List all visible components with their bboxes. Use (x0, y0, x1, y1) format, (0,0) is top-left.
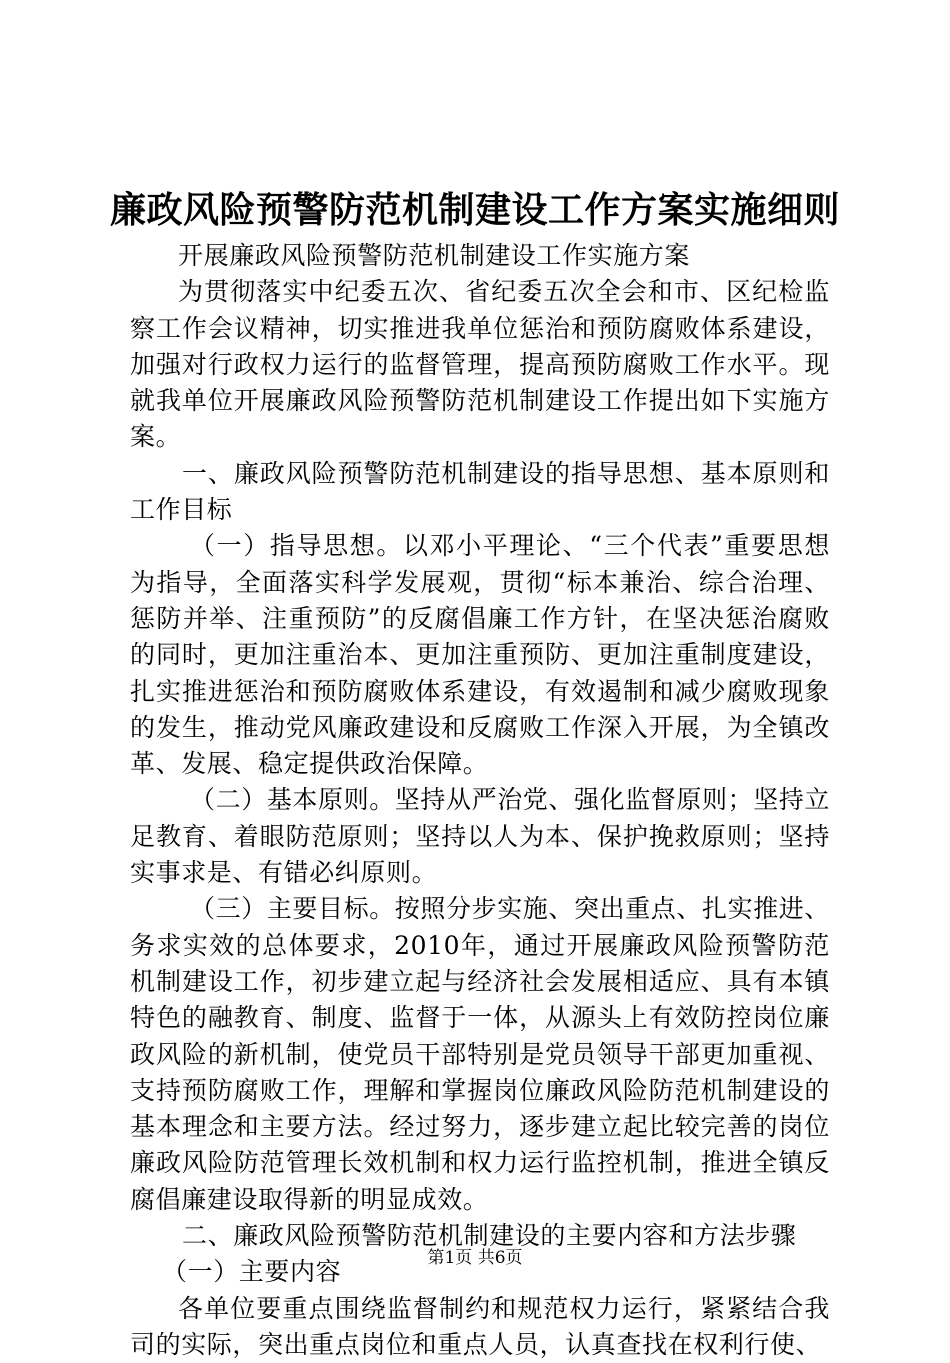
paragraph-guiding-ideology: （一）指导思想。以邓小平理论、“三个代表”重要思想为指导，全面落实科学发展观，贯彻“标本兼治、综合治理、惩防并举、注重预防”的反腐倡廉工作方针，在坚决惩治腐败的同时，更加注重治本、更加注重预防、更加注重制度建设，扎实推进惩治和预防腐败体系建设，有效遏制和减少腐败现象的发生，推动党风廉政建设和反腐败工作深入开展，为全镇改革、发展、稳定提供政治保障。 (130, 531, 830, 779)
document-body (130, 238, 830, 1363)
document-title: 廉政风险预警防范机制建设工作方案实施细则 (109, 189, 840, 231)
paragraph-section-1-heading: 一、廉政风险预警防范机制建设的指导思想、基本原则和工作目标 (130, 458, 830, 525)
paragraph-main-goals: （三）主要目标。按照分步实施、突出重点、扎实推进、务求实效的总体要求，2010年，通过开展廉政风险预警防范机制建设工作，初步建立起与经济社会发展相适应、具有本镇特色的融教育、制度、监督于一体，从源头上有效防控岗位廉政风险的新机制，使党员干部特别是党员领导干部更加重视、支持预防腐败工作，理解和掌握岗位廉政风险防范机制建设的基本理念和主要方法。经过努力，逐步建立起比较完善的岗位廉政风险防范管理长效机制和权力运行监控机制，推进全镇反腐倡廉建设取得新的明显成效。 (130, 894, 831, 1214)
paragraph-intro: 为贯彻落实中纪委五次、省纪委五次全会和市、区纪检监察工作会议精神，切实推进我单位惩治和预防腐败体系建设，加强对行政权力运行的监督管理，提高预防腐败工作水平。现就我单位开展廉政风险预警防范机制建设工作提出如下实施方案。 (130, 277, 830, 452)
paragraph-basic-principles: （二）基本原则。坚持从严治党、强化监督原则；坚持立足教育、着眼防范原则；坚持以人为本、保护挽救原则；坚持实事求是、有错必纠原则。 (130, 785, 831, 888)
paragraph-subtitle: 开展廉政风险预警防范机制建设工作实施方案 (178, 241, 691, 270)
paragraph-main-content: 各单位要重点围绕监督制约和规范权力运行，紧紧结合我司的实际，突出重点岗位和重点人员，认真查找在权利行使、 (130, 1293, 830, 1359)
page-number: 第1页 共6页 (427, 1248, 523, 1268)
paragraph-section-2-heading: 二、廉政风险预警防范机制建设的主要内容和方法步骤 (182, 1221, 797, 1251)
paragraph-main-content-heading: （一）主要内容 (162, 1257, 342, 1287)
